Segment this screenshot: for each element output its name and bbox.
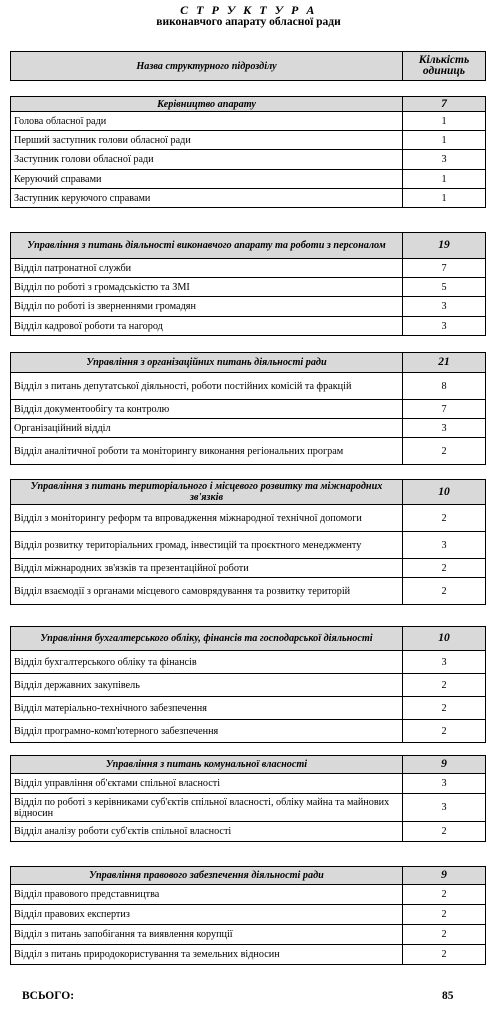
section-table — [10, 866, 486, 965]
unit-count: 7 — [403, 400, 486, 419]
unit-count: 2 — [403, 559, 486, 578]
section-title: Управління правового забезпечення діяльності ради — [11, 867, 403, 885]
table-row — [11, 945, 486, 965]
unit-count: 3 — [403, 317, 486, 336]
table-row — [11, 131, 486, 150]
department-name: Відділ документообігу та контролю — [11, 400, 403, 419]
table-row — [11, 317, 486, 336]
table-row — [11, 438, 486, 465]
table-row — [11, 925, 486, 945]
department-name: Відділ взаємодії з органами місцевого самоврядування та розвитку територій — [11, 578, 403, 605]
unit-count: 1 — [403, 189, 486, 208]
unit-count: 2 — [403, 697, 486, 720]
header-count-cell: Кількість одиниць — [403, 52, 486, 81]
table-row — [11, 150, 486, 170]
total-label: ВСЬОГО: — [22, 990, 75, 1002]
section-title: Управління з організаційних питань діяльності ради — [11, 353, 403, 373]
table-row — [11, 674, 486, 697]
department-name: Відділ бухгалтерського обліку та фінансів — [11, 651, 403, 674]
table-row — [11, 373, 486, 400]
section-total: 10 — [403, 627, 486, 651]
department-name: Відділ міжнародних зв'язків та презентаційної роботи — [11, 559, 403, 578]
department-name: Керуючий справами — [11, 170, 403, 189]
unit-count: 3 — [403, 297, 486, 317]
section-total: 10 — [403, 480, 486, 505]
unit-count: 2 — [403, 885, 486, 905]
header-name-cell: Назва структурного підрозділу — [11, 52, 403, 81]
department-name: Відділ аналізу роботи суб'єктів спільної власності — [11, 822, 403, 842]
unit-count: 2 — [403, 505, 486, 532]
section-total: 7 — [403, 97, 486, 112]
unit-count: 5 — [403, 278, 486, 297]
section-header-row — [11, 756, 486, 774]
total-value: 85 — [442, 990, 454, 1002]
table-row — [11, 559, 486, 578]
department-name: Відділ державних закупівель — [11, 674, 403, 697]
table-row — [11, 578, 486, 605]
table-row — [11, 419, 486, 438]
department-name: Відділ програмно-комп'ютерного забезпечення — [11, 720, 403, 743]
section-table — [10, 626, 486, 743]
unit-count: 3 — [403, 651, 486, 674]
table-row — [11, 505, 486, 532]
column-header-table — [10, 51, 486, 81]
table-row — [11, 532, 486, 559]
unit-count: 1 — [403, 131, 486, 150]
section-header-row — [11, 480, 486, 505]
table-row — [11, 697, 486, 720]
unit-count: 2 — [403, 720, 486, 743]
department-name: Відділ правових експертиз — [11, 905, 403, 925]
unit-count: 7 — [403, 259, 486, 278]
table-row — [11, 400, 486, 419]
department-name: Відділ по роботі з керівниками суб'єктів спільної власності, обліку майна та майнових відносин — [11, 794, 403, 822]
section-table — [10, 232, 486, 336]
department-name: Відділ з моніторингу реформ та впровадження міжнародної технічної допомоги — [11, 505, 403, 532]
unit-count: 1 — [403, 112, 486, 131]
department-name: Відділ патронатної служби — [11, 259, 403, 278]
table-row — [11, 720, 486, 743]
unit-count: 2 — [403, 945, 486, 965]
unit-count: 2 — [403, 438, 486, 465]
unit-count: 3 — [403, 419, 486, 438]
department-name: Відділ управління об'єктами спільної власності — [11, 774, 403, 794]
section-header-row — [11, 233, 486, 259]
unit-count: 3 — [403, 532, 486, 559]
department-name: Відділ матеріально-технічного забезпечення — [11, 697, 403, 720]
section-total: 9 — [403, 867, 486, 885]
department-name: Організаційний відділ — [11, 419, 403, 438]
unit-count: 3 — [403, 150, 486, 170]
section-title: Управління з питань територіального і місцевого розвитку та міжнародних зв'язків — [11, 480, 403, 505]
department-name: Заступник голови обласної ради — [11, 150, 403, 170]
section-header-row — [11, 627, 486, 651]
section-table — [10, 755, 486, 842]
table-row — [11, 885, 486, 905]
section-title: Управління з питань комунальної власності — [11, 756, 403, 774]
department-name: Заступник керуючого справами — [11, 189, 403, 208]
department-name: Відділ по роботі із зверненнями громадян — [11, 297, 403, 317]
document-title: С Т Р У К Т У Р А — [180, 3, 317, 17]
department-name: Відділ з питань депутатської діяльності, роботи постійних комісій та фракцій — [11, 373, 403, 400]
unit-count: 2 — [403, 822, 486, 842]
section-table — [10, 96, 486, 208]
department-name: Відділ аналітичної роботи та моніторингу виконання регіональних програм — [11, 438, 403, 465]
section-table — [10, 352, 486, 465]
table-row — [11, 774, 486, 794]
department-name: Перший заступник голови обласної ради — [11, 131, 403, 150]
table-row — [11, 112, 486, 131]
department-name: Відділ правового представництва — [11, 885, 403, 905]
table-row — [11, 189, 486, 208]
table-row — [11, 170, 486, 189]
department-name: Відділ з питань природокористування та земельних відносин — [11, 945, 403, 965]
unit-count: 3 — [403, 774, 486, 794]
unit-count: 2 — [403, 578, 486, 605]
unit-count: 2 — [403, 674, 486, 697]
section-table — [10, 479, 486, 605]
section-total: 9 — [403, 756, 486, 774]
section-header-row — [11, 353, 486, 373]
unit-count: 2 — [403, 905, 486, 925]
table-row — [11, 794, 486, 822]
table-row — [11, 651, 486, 674]
table-row — [11, 278, 486, 297]
department-name: Відділ кадрової роботи та нагород — [11, 317, 403, 336]
department-name: Відділ розвитку територіальних громад, інвестицій та проєктного менеджменту — [11, 532, 403, 559]
unit-count: 3 — [403, 794, 486, 822]
table-row — [11, 905, 486, 925]
section-total: 19 — [403, 233, 486, 259]
department-name: Відділ по роботі з громадськістю та ЗМІ — [11, 278, 403, 297]
section-header-row — [11, 97, 486, 112]
department-name: Відділ з питань запобігання та виявлення корупції — [11, 925, 403, 945]
section-title: Управління з питань діяльності виконавчого апарату та роботи з персоналом — [11, 233, 403, 259]
section-title: Керівництво апарату — [11, 97, 403, 112]
section-total: 21 — [403, 353, 486, 373]
unit-count: 2 — [403, 925, 486, 945]
unit-count: 8 — [403, 373, 486, 400]
section-header-row — [11, 867, 486, 885]
unit-count: 1 — [403, 170, 486, 189]
table-row — [11, 259, 486, 278]
table-row — [11, 297, 486, 317]
department-name: Голова обласної ради — [11, 112, 403, 131]
document-subtitle: виконавчого апарату обласної ради — [156, 16, 341, 28]
section-title: Управління бухгалтерського обліку, фінансів та господарської діяльності — [11, 627, 403, 651]
table-row — [11, 822, 486, 842]
